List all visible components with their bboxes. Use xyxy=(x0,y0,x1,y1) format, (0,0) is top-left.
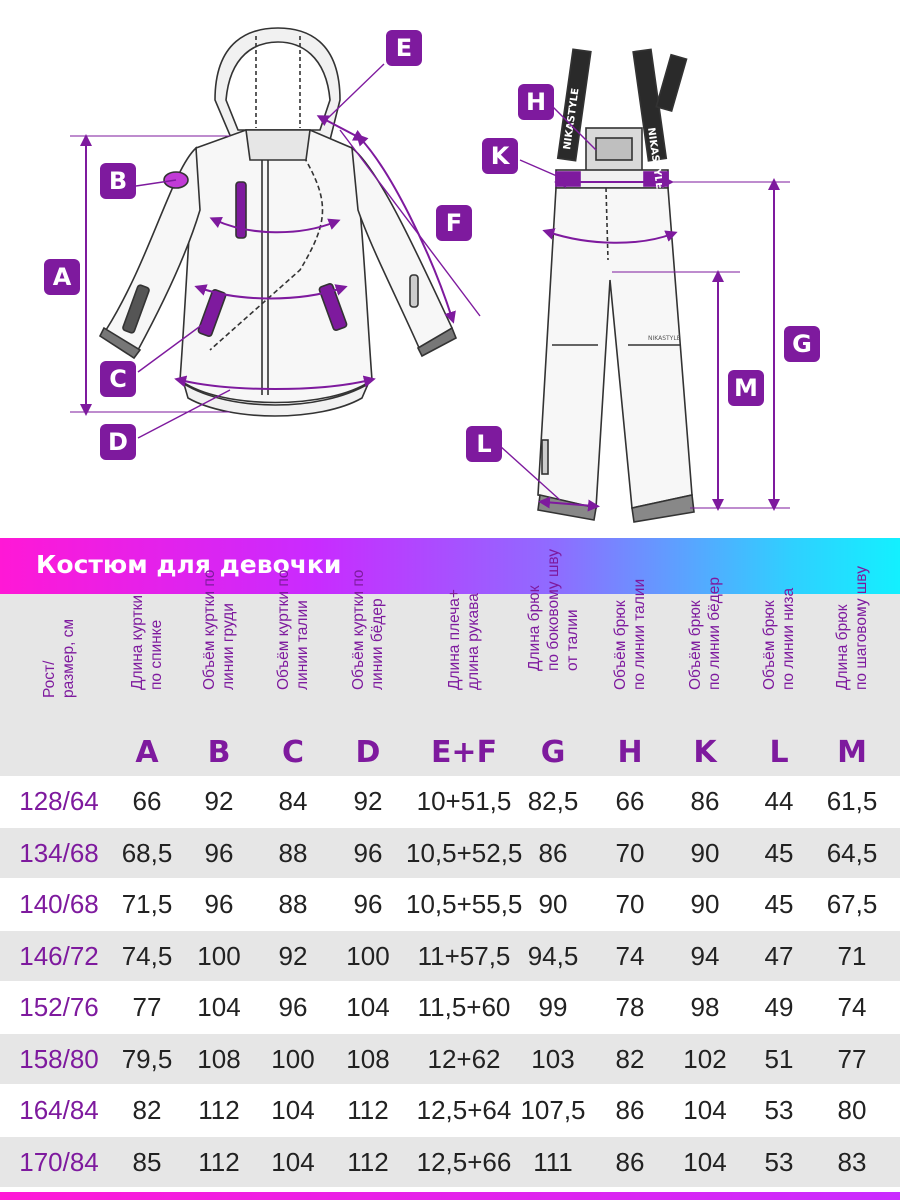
value-cell: 10,5+55,5 xyxy=(406,889,523,919)
value-cell: 86 xyxy=(538,837,568,868)
pants-drawing xyxy=(538,49,694,522)
value-cell: 61,5 xyxy=(826,786,878,816)
value-cell: 51 xyxy=(764,1043,794,1074)
header-col-label-line: Длина плеча+ xyxy=(446,589,463,690)
header-col-label xyxy=(686,577,724,690)
value-cell: 92 xyxy=(278,940,308,971)
badge-l: L xyxy=(466,426,502,462)
value-cell: 104 xyxy=(683,1146,727,1177)
header-col-label xyxy=(445,589,483,690)
header-col-label-line: Объём куртки по xyxy=(275,569,292,690)
header-col-4 xyxy=(331,569,405,776)
header-col-2 xyxy=(183,569,255,776)
jacket-drawing xyxy=(100,28,456,416)
table-row xyxy=(0,931,900,981)
header-col-label-line: Длина брюк xyxy=(525,585,543,671)
value-cell: 90 xyxy=(690,837,720,868)
value-cell: 96 xyxy=(204,889,234,919)
header-col-5 xyxy=(406,589,522,776)
badge-f: F xyxy=(436,205,472,241)
header-col-letter: L xyxy=(769,735,789,770)
header-col-letter: E+F xyxy=(430,735,498,770)
header-col-label-line: Длина куртки xyxy=(129,594,146,690)
value-cell: 53 xyxy=(764,1095,794,1125)
header-col-label-line: Длина брюк xyxy=(834,604,851,690)
value-cell: 104 xyxy=(271,1095,315,1125)
header-col-8 xyxy=(667,577,743,776)
value-cell: 77 xyxy=(132,992,162,1022)
value-cell: 99 xyxy=(538,992,568,1022)
value-cell: 98 xyxy=(690,992,720,1022)
badge-h: H xyxy=(518,84,554,120)
value-cell: 112 xyxy=(347,1095,389,1125)
value-cell: 88 xyxy=(278,889,308,919)
header-col-label-line: линии груди xyxy=(220,603,237,690)
value-cell: 104 xyxy=(271,1146,315,1177)
value-cell: 86 xyxy=(615,1146,645,1177)
size-cell: 134/68 xyxy=(19,837,99,868)
table-row xyxy=(0,1085,900,1135)
value-cell: 68,5 xyxy=(121,837,173,868)
header-col-label-line: Объём брюк xyxy=(761,600,778,690)
value-cell: 112 xyxy=(198,1146,240,1177)
value-cell: 44 xyxy=(764,786,794,816)
value-cell: 85 xyxy=(132,1146,162,1177)
header-col-7 xyxy=(593,578,667,776)
value-cell: 100 xyxy=(271,1043,315,1074)
strap-text-left: NIKASTYLE xyxy=(562,87,582,151)
value-cell: 102 xyxy=(683,1043,727,1074)
table-row xyxy=(0,828,900,878)
title-banner xyxy=(0,538,900,594)
header-col-9 xyxy=(743,587,815,776)
banner-title: Костюм для девочки xyxy=(36,550,342,579)
header-col-label-line: длина рукава xyxy=(465,593,482,690)
header-col-label xyxy=(760,588,798,690)
value-cell: 86 xyxy=(615,1095,645,1125)
header-col-letter: C xyxy=(281,735,305,770)
value-cell: 78 xyxy=(615,992,645,1022)
header-col-label-line: от талии xyxy=(563,609,581,671)
value-cell: 11+57,5 xyxy=(417,940,511,971)
value-cell: 77 xyxy=(837,1043,867,1074)
badge-e: E xyxy=(386,30,422,66)
header-col-label xyxy=(833,566,871,690)
value-cell: 112 xyxy=(198,1095,240,1125)
value-cell: 71,5 xyxy=(121,889,173,919)
header-col-label-line: по боковому шву xyxy=(544,548,562,671)
value-cell: 100 xyxy=(197,940,241,971)
value-cell: 79,5 xyxy=(121,1043,173,1074)
value-cell: 71 xyxy=(837,940,867,971)
badge-m: M xyxy=(728,370,764,406)
value-cell: 94,5 xyxy=(527,940,579,971)
size-cell: 158/80 xyxy=(19,1043,99,1074)
value-cell: 86 xyxy=(690,786,720,816)
value-cell: 53 xyxy=(764,1146,794,1177)
header-col-label xyxy=(611,579,649,690)
value-cell: 100 xyxy=(346,940,390,971)
value-cell: 92 xyxy=(353,786,383,816)
value-cell: 82,5 xyxy=(527,786,579,816)
table-row xyxy=(0,776,900,826)
badge-b: B xyxy=(100,163,136,199)
header-col-label-line: по линии бёдер xyxy=(706,577,723,690)
header-col-letter: G xyxy=(540,735,566,770)
value-cell: 90 xyxy=(690,889,720,919)
header-col-label-line: линии бёдер xyxy=(369,598,386,690)
value-cell: 45 xyxy=(764,837,794,868)
table-row xyxy=(0,982,900,1032)
value-cell: 11,5+60 xyxy=(417,992,511,1022)
bottom-accent-bar xyxy=(0,1192,900,1200)
value-cell: 103 xyxy=(531,1043,575,1074)
value-cell: 96 xyxy=(353,837,383,868)
table-row xyxy=(0,1034,900,1084)
value-cell: 49 xyxy=(764,992,794,1022)
pants-logo-text: NIKASTYLE xyxy=(648,335,681,342)
badge-c: C xyxy=(100,361,136,397)
badge-g: G xyxy=(784,326,820,362)
value-cell: 10,5+52,5 xyxy=(406,837,523,868)
table-row xyxy=(0,1137,900,1187)
header-col-label-line: Объём брюк xyxy=(612,600,629,690)
value-cell: 66 xyxy=(615,786,645,816)
header-col-label-line: Объём куртки по xyxy=(350,569,367,690)
header-col-label xyxy=(349,570,387,690)
value-cell: 10+51,5 xyxy=(416,786,512,816)
header-col-letter: H xyxy=(617,735,643,770)
value-cell: 64,5 xyxy=(826,837,878,868)
value-cell: 70 xyxy=(615,837,645,868)
header-col-3 xyxy=(256,569,330,776)
header-col-6 xyxy=(512,548,594,776)
size-cell: 146/72 xyxy=(19,940,99,971)
header-col-label-line: линии талии xyxy=(294,600,311,690)
header-col-label-line: по шаговому шву xyxy=(853,566,870,690)
value-cell: 12,5+66 xyxy=(416,1146,512,1177)
header-col-label-line: по линии низа xyxy=(780,587,797,690)
header-col-letter: A xyxy=(135,735,159,770)
size-cell: 140/68 xyxy=(19,889,99,919)
header-col-letter: B xyxy=(207,735,231,770)
value-cell: 82 xyxy=(132,1095,162,1125)
header-col-label-line: Объём брюк xyxy=(687,600,704,690)
header-col-label xyxy=(200,570,238,690)
size-cell: 164/84 xyxy=(19,1095,99,1125)
value-cell: 12,5+64 xyxy=(416,1095,512,1125)
size-cell: 128/64 xyxy=(19,786,99,816)
value-cell: 94 xyxy=(690,940,720,971)
value-cell: 74,5 xyxy=(121,940,173,971)
value-cell: 70 xyxy=(615,889,645,919)
value-cell: 12+62 xyxy=(427,1043,501,1074)
size-cell: 152/76 xyxy=(19,992,99,1022)
value-cell: 108 xyxy=(197,1043,241,1074)
value-cell: 67,5 xyxy=(826,889,878,919)
value-cell: 80 xyxy=(837,1095,867,1125)
value-cell: 96 xyxy=(353,889,383,919)
garment-illustration xyxy=(0,0,900,535)
value-cell: 74 xyxy=(837,992,867,1022)
value-cell: 96 xyxy=(204,837,234,868)
value-cell: 92 xyxy=(204,786,234,816)
badge-a: A xyxy=(44,259,80,295)
value-cell: 82 xyxy=(615,1043,645,1074)
value-cell: 104 xyxy=(346,992,390,1022)
value-cell: 104 xyxy=(683,1095,727,1125)
value-cell: 45 xyxy=(764,889,794,919)
value-cell: 74 xyxy=(615,940,645,971)
value-cell: 84 xyxy=(278,786,308,816)
value-cell: 47 xyxy=(764,940,794,971)
header-col-letter: M xyxy=(837,735,867,770)
value-cell: 88 xyxy=(278,837,308,868)
badge-k: K xyxy=(482,138,518,174)
header-col-10 xyxy=(815,566,889,776)
value-cell: 111 xyxy=(533,1146,573,1177)
table-row xyxy=(0,879,900,929)
header-col-label-line: по линии талии xyxy=(631,578,648,690)
header-col-label xyxy=(128,595,166,690)
value-cell: 107,5 xyxy=(520,1095,586,1125)
badge-d: D xyxy=(100,424,136,460)
header-col-label-line: Объём куртки по xyxy=(201,569,218,690)
value-cell: 112 xyxy=(347,1146,389,1177)
size-header-label xyxy=(40,619,78,698)
strap-text-right: NIKASTYLE xyxy=(645,126,665,190)
header-col-1 xyxy=(110,594,184,776)
header-col-letter: K xyxy=(693,735,717,770)
header-col-label xyxy=(525,549,582,671)
size-header-text: Рост/ размер, см xyxy=(41,618,77,698)
header-col-label xyxy=(274,570,312,690)
value-cell: 66 xyxy=(132,786,162,816)
value-cell: 104 xyxy=(197,992,241,1022)
value-cell: 108 xyxy=(346,1043,390,1074)
value-cell: 83 xyxy=(837,1146,867,1177)
header-col-label-line: по спинке xyxy=(148,619,165,690)
value-cell: 96 xyxy=(278,992,308,1022)
header-col-letter: D xyxy=(355,735,381,770)
value-cell: 90 xyxy=(538,889,568,919)
size-cell: 170/84 xyxy=(19,1146,99,1177)
